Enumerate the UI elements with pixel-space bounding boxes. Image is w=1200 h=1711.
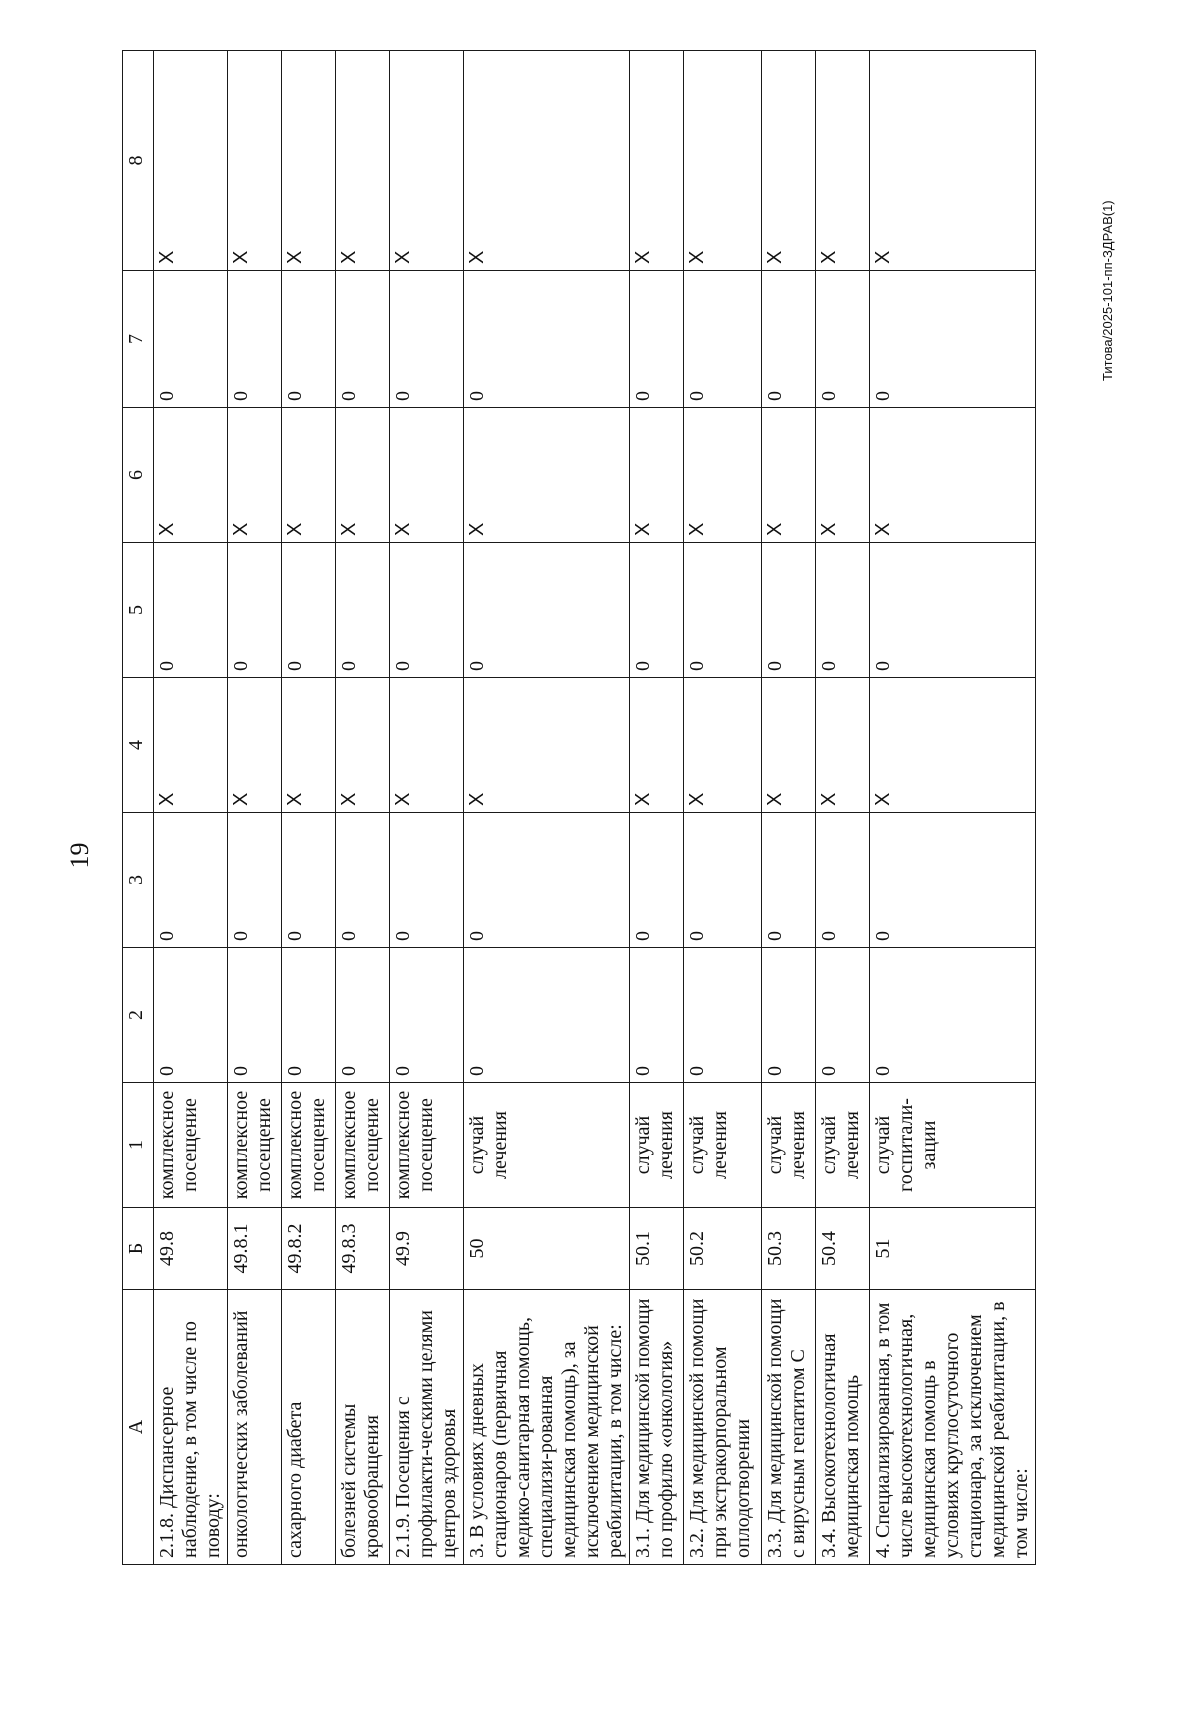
cell-value: X bbox=[870, 678, 1036, 813]
cell-value: 0 bbox=[390, 813, 464, 948]
cell-value: 0 bbox=[762, 543, 816, 678]
cell-value: X bbox=[390, 51, 464, 271]
row-description: онкологических заболеваний bbox=[228, 1290, 282, 1565]
cell-value: X bbox=[464, 51, 630, 271]
table-body bbox=[154, 51, 1036, 1565]
cell-value: X bbox=[762, 51, 816, 271]
row-description: болезней системы кровообращения bbox=[336, 1290, 390, 1565]
row-unit: случай лечения bbox=[464, 1083, 630, 1208]
cell-value: X bbox=[154, 678, 228, 813]
row-code: 49.8 bbox=[154, 1208, 228, 1290]
table-row bbox=[228, 51, 282, 1565]
row-code: 50.1 bbox=[630, 1208, 684, 1290]
column-header: 2 bbox=[123, 948, 154, 1083]
row-unit: комплексное посещение bbox=[282, 1083, 336, 1208]
cell-value: 0 bbox=[816, 271, 870, 408]
cell-value: X bbox=[464, 678, 630, 813]
cell-value: 0 bbox=[282, 543, 336, 678]
cell-value: 0 bbox=[870, 271, 1036, 408]
column-header: А bbox=[123, 1290, 154, 1565]
cell-value: 0 bbox=[154, 813, 228, 948]
cell-value: X bbox=[816, 51, 870, 271]
table-row bbox=[630, 51, 684, 1565]
row-description: 3.4. Высокотехнологичная медицинская помощь bbox=[816, 1290, 870, 1565]
row-unit: комплексное посещение bbox=[154, 1083, 228, 1208]
row-unit: случай лечения bbox=[630, 1083, 684, 1208]
row-unit: комплексное посещение bbox=[336, 1083, 390, 1208]
table-row bbox=[816, 51, 870, 1565]
cell-value: 0 bbox=[762, 948, 816, 1083]
cell-value: X bbox=[464, 408, 630, 543]
cell-value: 0 bbox=[630, 271, 684, 408]
row-code: 51 bbox=[870, 1208, 1036, 1290]
cell-value: X bbox=[816, 408, 870, 543]
cell-value: 0 bbox=[684, 813, 762, 948]
cell-value: 0 bbox=[630, 948, 684, 1083]
cell-value: X bbox=[336, 678, 390, 813]
cell-value: 0 bbox=[228, 813, 282, 948]
cell-value: 0 bbox=[870, 948, 1036, 1083]
cell-value: X bbox=[154, 51, 228, 271]
cell-value: X bbox=[390, 408, 464, 543]
column-header: 1 bbox=[123, 1083, 154, 1208]
table-row bbox=[154, 51, 228, 1565]
row-description: 3.2. Для медицинской помощи при экстракорпоральном оплодотворении bbox=[684, 1290, 762, 1565]
cell-value: 0 bbox=[464, 948, 630, 1083]
row-code: 50 bbox=[464, 1208, 630, 1290]
cell-value: X bbox=[630, 678, 684, 813]
row-unit: комплексное посещение bbox=[228, 1083, 282, 1208]
table-row bbox=[336, 51, 390, 1565]
cell-value: 0 bbox=[630, 543, 684, 678]
row-code: 50.3 bbox=[762, 1208, 816, 1290]
column-header: 8 bbox=[123, 51, 154, 271]
column-header: 3 bbox=[123, 813, 154, 948]
row-code: 49.8.1 bbox=[228, 1208, 282, 1290]
cell-value: X bbox=[336, 408, 390, 543]
table-row bbox=[390, 51, 464, 1565]
column-header: 4 bbox=[123, 678, 154, 813]
cell-value: X bbox=[630, 51, 684, 271]
cell-value: 0 bbox=[390, 948, 464, 1083]
cell-value: 0 bbox=[870, 813, 1036, 948]
cell-value: 0 bbox=[282, 948, 336, 1083]
table-row bbox=[282, 51, 336, 1565]
cell-value: 0 bbox=[336, 948, 390, 1083]
column-header: 5 bbox=[123, 543, 154, 678]
column-header: Б bbox=[123, 1208, 154, 1290]
cell-value: 0 bbox=[390, 543, 464, 678]
cell-value: X bbox=[228, 408, 282, 543]
table-row bbox=[464, 51, 630, 1565]
cell-value: X bbox=[870, 51, 1036, 271]
cell-value: 0 bbox=[154, 271, 228, 408]
cell-value: 0 bbox=[816, 813, 870, 948]
cell-value: 0 bbox=[762, 271, 816, 408]
cell-value: X bbox=[282, 51, 336, 271]
row-description: 3. В условиях дневных стационаров (первичная медико-санитарная помощь, специализи-рованная медицинская помощь), за исключением медицинской реабилитации, в том числе: bbox=[464, 1290, 630, 1565]
table-header-row bbox=[123, 51, 154, 1565]
row-unit: случай лечения bbox=[684, 1083, 762, 1208]
cell-value: X bbox=[762, 678, 816, 813]
row-code: 49.8.3 bbox=[336, 1208, 390, 1290]
cell-value: 0 bbox=[154, 948, 228, 1083]
cell-value: X bbox=[154, 408, 228, 543]
row-description: 2.1.8. Диспансерное наблюдение, в том числе по поводу: bbox=[154, 1290, 228, 1565]
cell-value: 0 bbox=[282, 813, 336, 948]
cell-value: 0 bbox=[336, 543, 390, 678]
page-number: 19 bbox=[65, 842, 94, 869]
cell-value: 0 bbox=[464, 543, 630, 678]
table-row bbox=[762, 51, 816, 1565]
cell-value: 0 bbox=[630, 813, 684, 948]
row-description: 2.1.9. Посещения с профилакти-ческими целями центров здоровья bbox=[390, 1290, 464, 1565]
cell-value: 0 bbox=[336, 271, 390, 408]
cell-value: X bbox=[282, 408, 336, 543]
row-code: 49.9 bbox=[390, 1208, 464, 1290]
cell-value: 0 bbox=[762, 813, 816, 948]
cell-value: 0 bbox=[816, 543, 870, 678]
cell-value: 0 bbox=[228, 543, 282, 678]
cell-value: 0 bbox=[684, 948, 762, 1083]
cell-value: 0 bbox=[336, 813, 390, 948]
cell-value: 0 bbox=[870, 543, 1036, 678]
cell-value: X bbox=[282, 678, 336, 813]
table-row bbox=[684, 51, 762, 1565]
cell-value: X bbox=[228, 51, 282, 271]
cell-value: X bbox=[228, 678, 282, 813]
cell-value: 0 bbox=[154, 543, 228, 678]
document-id: Титова/2025-101-пп-ЗДРАВ(1) bbox=[1100, 200, 1115, 381]
row-code: 50.2 bbox=[684, 1208, 762, 1290]
row-description: 3.1. Для медицинской помощи по профилю «онкология» bbox=[630, 1290, 684, 1565]
cell-value: 0 bbox=[464, 271, 630, 408]
row-unit: случай лечения bbox=[762, 1083, 816, 1208]
cell-value: X bbox=[336, 51, 390, 271]
cell-value: X bbox=[762, 408, 816, 543]
cell-value: 0 bbox=[464, 813, 630, 948]
cell-value: X bbox=[870, 408, 1036, 543]
cell-value: 0 bbox=[282, 271, 336, 408]
column-header: 7 bbox=[123, 271, 154, 408]
cell-value: X bbox=[390, 678, 464, 813]
cell-value: X bbox=[630, 408, 684, 543]
row-unit: случай лечения bbox=[816, 1083, 870, 1208]
cell-value: X bbox=[684, 678, 762, 813]
cell-value: 0 bbox=[816, 948, 870, 1083]
row-description: сахарного диабета bbox=[282, 1290, 336, 1565]
cell-value: 0 bbox=[684, 271, 762, 408]
row-code: 50.4 bbox=[816, 1208, 870, 1290]
volume-table bbox=[122, 50, 1036, 1565]
column-header: 6 bbox=[123, 408, 154, 543]
row-description: 3.3. Для медицинской помощи с вирусным гепатитом С bbox=[762, 1290, 816, 1565]
row-unit: случай госпитали-зации bbox=[870, 1083, 1036, 1208]
row-description: 4. Специализированная, в том числе высокотехнологичная, медицинская помощь в условиях круглосуточного стационара, за исключением медицинской реабилитации, в том числе: bbox=[870, 1290, 1036, 1565]
cell-value: X bbox=[684, 408, 762, 543]
cell-value: 0 bbox=[684, 543, 762, 678]
row-code: 49.8.2 bbox=[282, 1208, 336, 1290]
table-row bbox=[870, 51, 1036, 1565]
cell-value: 0 bbox=[228, 271, 282, 408]
cell-value: 0 bbox=[228, 948, 282, 1083]
cell-value: X bbox=[816, 678, 870, 813]
cell-value: X bbox=[684, 51, 762, 271]
row-unit: комплексное посещение bbox=[390, 1083, 464, 1208]
cell-value: 0 bbox=[390, 271, 464, 408]
